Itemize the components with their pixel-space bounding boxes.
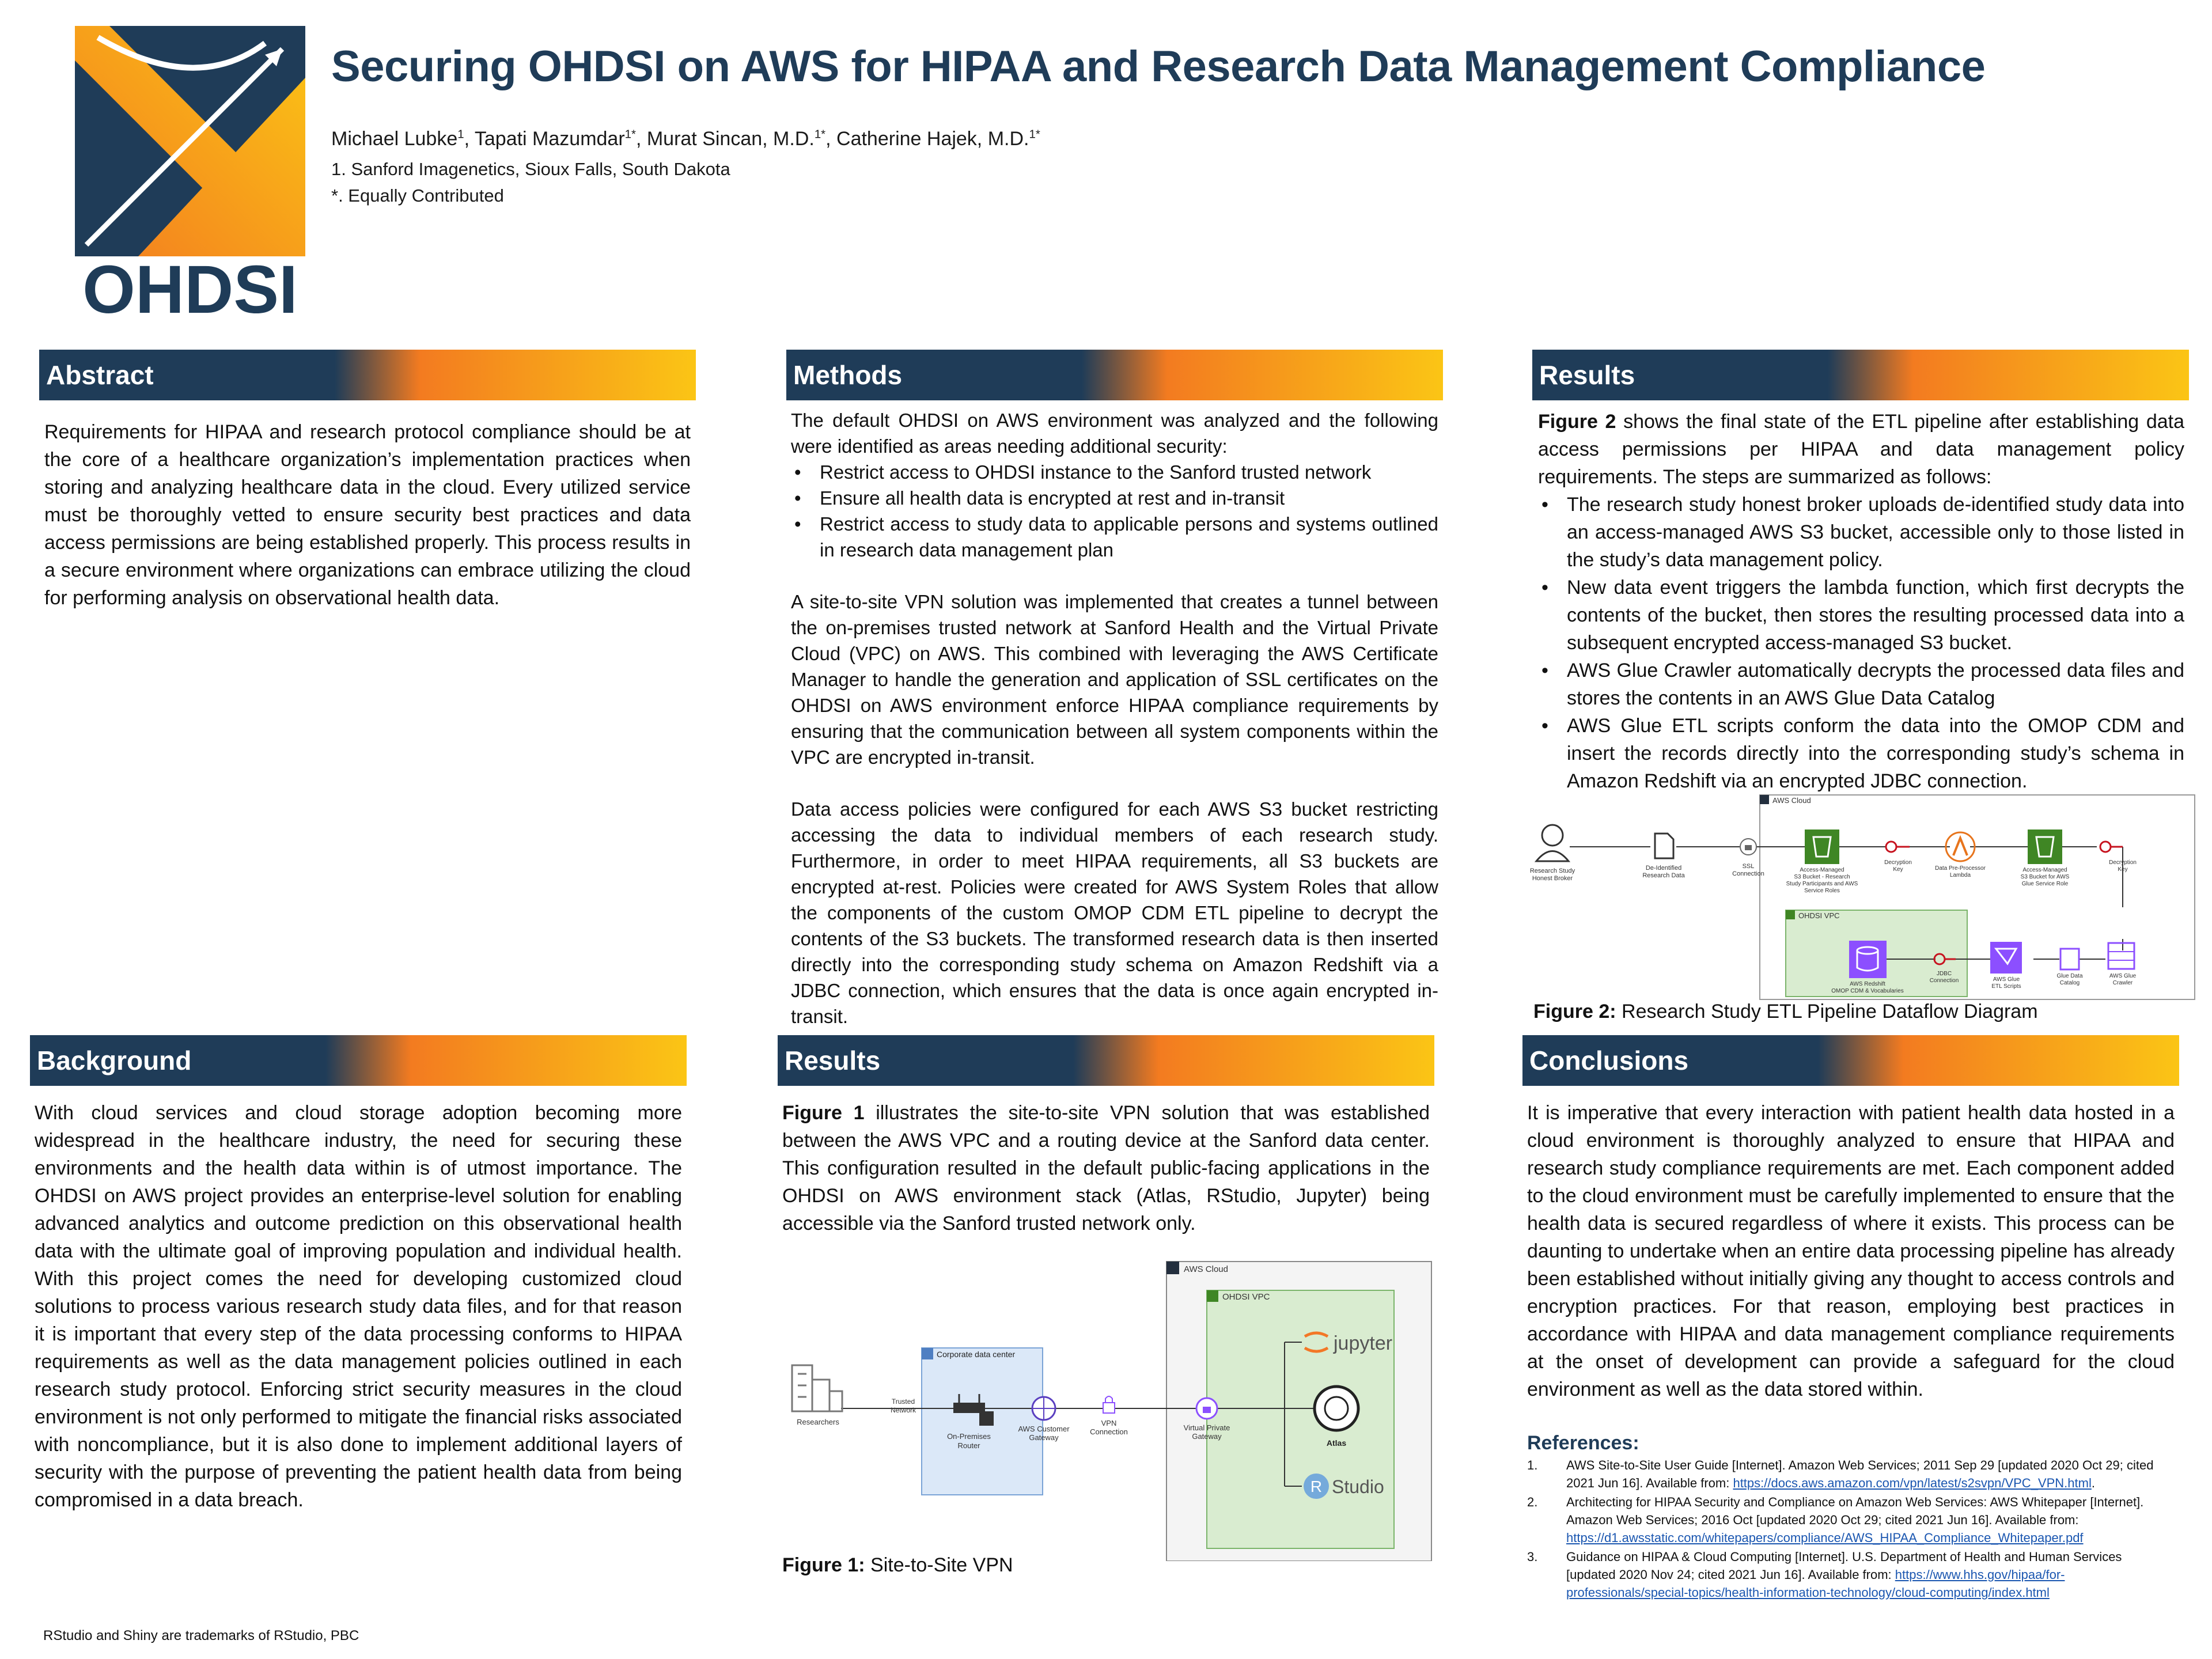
figure-1-diagram <box>783 1256 1434 1561</box>
s3-bucket-icon <box>2028 830 2062 864</box>
results-right-intro: Figure 2 shows the final state of the ETL pipeline after establishing data access permissions per HIPAA and data management policy requirements. The steps are summarized as follows: <box>1538 411 2184 488</box>
affiliation: 1. Sanford Imagenetics, Sioux Falls, South Dakota <box>331 159 730 179</box>
glue-etl-icon <box>1990 942 2022 974</box>
background-heading: Background <box>30 1035 687 1086</box>
abstract-heading: Abstract <box>39 350 696 400</box>
atlas-label: Atlas <box>1326 1438 1347 1448</box>
reference-link[interactable]: https://d1.awsstatic.com/whitepapers/compliance/AWS_HIPAA_Compliance_Whitepaper.pdf <box>1566 1531 2084 1545</box>
rstudio-label: Studio <box>1332 1476 1384 1497</box>
references-title: References: <box>1527 1432 1639 1454</box>
results-mid-heading: Results <box>778 1035 1434 1086</box>
router-label: On-Premises Router <box>947 1432 991 1450</box>
poster-title: Securing OHDSI on AWS for HIPAA and Research Data Management Compliance <box>331 42 1986 91</box>
trademark-note: RStudio and Shiny are trademarks of RStudio, PBC <box>43 1628 359 1643</box>
methods-bullet: • Restrict access to study data to applicable persons and systems outlined in research data management plan <box>791 511 1438 563</box>
figure-1-caption: Figure 1: Site-to-Site VPN <box>782 1554 1013 1576</box>
lock-icon <box>1740 839 1756 855</box>
abstract-text: Requirements for HIPAA and research protocol compliance should be at the core of a healthcare organization’s implementation practices when storing and analyzing healthcare data in the cloud. Every utilized service must be thoroughly vetted to ensure security best practices and data access permissions are being established properly. This process results in a secure environment where organizations can embrace utilizing the cloud for performing analysis on observational health data. <box>44 421 691 609</box>
contribution-note: *. Equally Contributed <box>331 185 504 206</box>
vpg-label: Virtual Private Gateway <box>1183 1423 1230 1441</box>
results-right-body <box>1538 408 2184 795</box>
background-text: With cloud services and cloud storage adoption becoming more widespread in the healthcare industry, the need for securing these environments and the health data within is of utmost importance. The OHDSI on AWS project provides an enterprise-level solution for enabling advanced analytics and outcome prediction on this observational health data with the ultimate goal of improving population and individual health. With this project comes the need for developing customized cloud solutions to process various research study data files, and for that reason it is important that every step of the data processing conforms to HIPAA requirements as well as the data management policies outlined in each research study protocol. Enforcing strict security measures in the cloud environment is not only performed to mitigate the financial risks associated with noncompliance, but it is also done to implement additional layers of security with the purpose of preventing the patient health data from being compromised in a data breach. <box>35 1102 682 1511</box>
researchers-label: Researchers <box>797 1418 839 1426</box>
deid-label: De-Identified Research Data <box>1642 865 1685 879</box>
conclusions-text: It is imperative that every interaction with patient health data hosted in a cloud environment is thoroughly analyzed to ensure that HIPAA and research study compliance requirements are met. Each component added to the cloud environment must be carefully implemented to ensure that the health data is secured regardless of where it exists. This process can be daunting to undertake when an entire data processing pipeline has already been established without initially giving any thought to access controls and encryption practices. For that reason, employing best practices in accordance with HIPAA and data management compliance requirements at the onset of development can provide a safeguard for the cloud environment as well as the data stored within. <box>1527 1102 2175 1400</box>
reference-item: 1. AWS Site-to-Site User Guide [Internet]. Amazon Web Services; 2011 Sep 29 [updated 2020 Oct 29; cited 2021 Jun 16]. Available from: https://docs.aws.amazon.com/vpn/latest/s2svpn/VPC_VPN.html. <box>1527 1458 2154 1490</box>
etl-label: AWS Glue ETL Scripts <box>1991 976 2021 990</box>
building-icon <box>792 1365 842 1411</box>
reference-link[interactable]: https://www.hhs.gov/hipaa/for-professionals/special-topics/health-information-technology/cloud-computing/index.html <box>1566 1567 2065 1600</box>
crawler-label: AWS Glue Crawler <box>2109 973 2137 986</box>
gateway-icon <box>1032 1397 1055 1420</box>
conclusions-heading: Conclusions <box>1522 1035 2179 1086</box>
figure-2-caption: Figure 2: Research Study ETL Pipeline Dataflow Diagram <box>1533 1001 2038 1022</box>
ohdsi-logo <box>75 26 305 317</box>
dc-label: Corporate data center <box>937 1350 1016 1359</box>
results-bullet: • New data event triggers the lambda function, which first decrypts the contents of the bucket, then stores the resulting processed data into a subsequent encrypted access-managed S3 bucket. <box>1538 574 2184 657</box>
reference-link[interactable]: https://docs.aws.amazon.com/vpn/latest/s2svpn/VPC_VPN.html <box>1733 1476 2092 1490</box>
redshift-label: AWS Redshift OMOP CDM & Vocabularies <box>1831 981 1904 994</box>
jupyter-label: jupyter <box>1334 1332 1393 1354</box>
methods-bullet: • Restrict access to OHDSI instance to the Sanford trusted network <box>791 459 1438 485</box>
methods-para-vpn: A site-to-site VPN solution was implemented that creates a tunnel between the on-premises trusted network at Sanford Health and the Virtual Private Cloud (VPC) on AWS. This combined with leveraging the AWS Certificate Manager to handle the generation and application of SSL certificates on the OHDSI on AWS environment enforce HIPAA compliance requirements by ensuring that the communication between all system components within the VPC are encrypted in-transit. <box>791 591 1438 768</box>
reference-item: 3. Guidance on HIPAA & Cloud Computing [Internet]. U.S. Department of Health and Human Services [updated 2020 Nov 24; cited 2021 Jun 16]. Available from: https://www.hhs.gov/hipaa/for-professionals/special-topics/health-information-technology/cloud-computing/index.html <box>1527 1550 2122 1600</box>
results-bullet: • The research study honest broker uploads de-identified study data into an access-managed AWS S3 bucket, accessible only to those listed in the study’s data management policy. <box>1538 491 2184 574</box>
methods-bullet: • Ensure all health data is encrypted at rest and in-transit <box>791 485 1438 511</box>
ssl-label: SSL Connection <box>1732 863 1764 877</box>
aws-cloud-label: AWS Cloud <box>1772 796 1811 805</box>
svg-text:R: R <box>1310 1478 1323 1495</box>
trusted-network-label: Trusted Network <box>890 1397 916 1414</box>
methods-para-access: Data access policies were configured for each AWS S3 bucket restricting accessing the data to individual members of each research study. Furthermore, in order to meet HIPAA requirements, all S3 buckets are encrypted at-rest. Policies were created for AWS System Roles that allow the components of the custom OMOP CDM ETL pipeline to decrypt the contents of the S3 buckets. The transformed research data is then inserted directly into the corresponding study schema on Amazon Redshift via a JDBC connection, which ensures that the data is once again encrypted in-transit. <box>791 798 1438 1027</box>
results-mid-intro: Figure 1 illustrates the site-to-site VPN solution that was established between the AWS VPC and a routing device at the Sanford data center. This configuration resulted in the default public-facing applications in the OHDSI on AWS environment stack (Atlas, RStudio, Jupyter) being accessible via the Sanford trusted network only. <box>782 1102 1430 1234</box>
key-2-label: Decryption Key <box>2109 859 2137 873</box>
methods-heading: Methods <box>786 350 1443 400</box>
rstudio-icon <box>1304 1474 1329 1499</box>
atlas-icon <box>1315 1387 1358 1430</box>
vpn-gateway-icon <box>1196 1398 1217 1419</box>
s3-b-label: Access-Managed S3 Bucket for AWS Glue Service Role <box>2020 867 2070 887</box>
results-bullet: • AWS Glue Crawler automatically decrypts the processed data files and stores the contents in an AWS Glue Data Catalog <box>1538 657 2184 712</box>
vpn-label: VPN Connection <box>1090 1419 1128 1436</box>
jdbc-label: JDBC Connection <box>1929 971 1959 984</box>
redshift-icon <box>1849 941 1887 978</box>
cgw-label: AWS Customer Gateway <box>1018 1425 1070 1442</box>
references-list <box>1527 1456 2175 1603</box>
ohdsi-vpc-label: OHDSI VPC <box>1798 911 1840 920</box>
s3-bucket-icon <box>1805 830 1839 864</box>
lock-icon <box>1103 1396 1115 1413</box>
methods-bullets <box>791 459 1438 563</box>
person-icon <box>1536 825 1569 861</box>
author-list: Michael Lubke$^1$, Tapati Mazumdar$^{1*}$, Murat Sincan, M.D.$^{1*}$, Catherine Hajek, M.D.$^{1*}$ <box>331 128 1040 150</box>
broker-label: Research Study Honest Broker <box>1529 868 1575 882</box>
document-icon <box>1655 834 1673 858</box>
catalog-label: Glue Data Catalog <box>2056 973 2083 986</box>
results-right-heading: Results <box>1532 350 2189 400</box>
results-bullet: • AWS Glue ETL scripts conform the data into the OMOP CDM and insert the records directly into the corresponding study’s schema in Amazon Redshift via an encrypted JDBC connection. <box>1538 712 2184 795</box>
methods-body <box>791 407 1438 1029</box>
s3-a-label: Access-Managed S3 Bucket - Research Study Participants and AWS Service Roles <box>1786 867 1858 894</box>
methods-intro: The default OHDSI on AWS environment was analyzed and the following were identified as areas needing additional security: <box>791 410 1438 457</box>
figure-2-diagram <box>1529 792 2198 1005</box>
reference-item: 2. Architecting for HIPAA Security and Compliance on Amazon Web Services: AWS Whitepaper [Internet]. Amazon Web Services; 2016 Oct [updated 2020 Oct 29; cited 2021 Jun 16]. Available from: https://d1.awsstatic.com/whitepapers/compliance/AWS_HIPAA_Compliance_Whitepaper.pdf <box>1527 1495 2144 1545</box>
lambda-label: Data Pre-Processor Lambda <box>1935 865 1986 878</box>
aws-cloud-label: AWS Cloud <box>1184 1264 1228 1274</box>
ohdsi-vpc-label: OHDSI VPC <box>1222 1292 1270 1302</box>
logo-text: OHDSI <box>82 252 298 317</box>
results-right-bullets <box>1538 491 2184 795</box>
key-1-label: Decryption Key <box>1884 859 1912 873</box>
